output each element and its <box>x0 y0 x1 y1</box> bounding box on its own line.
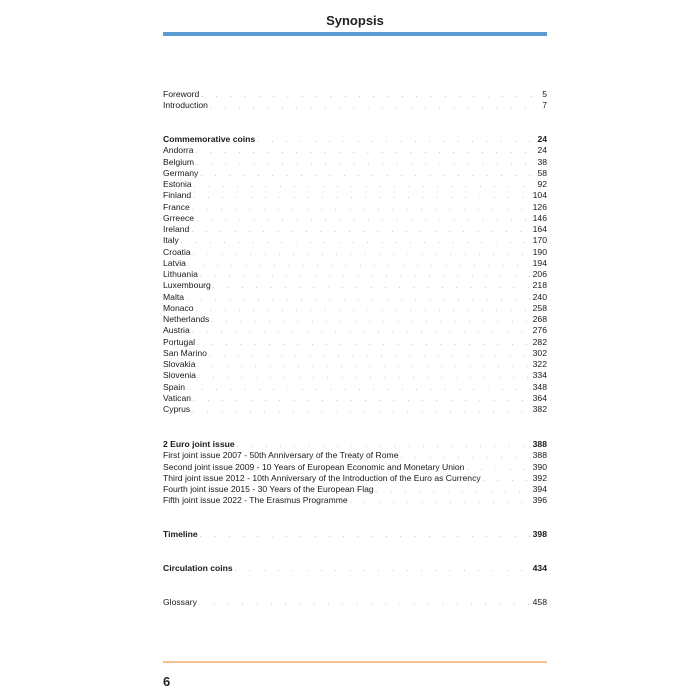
entry-label: Cyprus <box>163 404 191 414</box>
entry-label: Luxembourg <box>163 280 211 291</box>
entry-page: 282 <box>532 336 547 347</box>
entry-page: 382 <box>532 404 547 414</box>
entry-page: 24 <box>537 134 547 144</box>
toc-entry-country[interactable] <box>163 213 547 224</box>
entry-page: 190 <box>532 246 547 257</box>
toc-entry-country[interactable] <box>163 280 547 291</box>
dot-leader <box>198 169 535 180</box>
toc-heading-timeline[interactable] <box>163 529 547 540</box>
toc-entry-country[interactable] <box>163 393 547 404</box>
entry-page: 434 <box>532 563 547 573</box>
entry-label: Croatia <box>163 246 191 257</box>
toc-entry-glossary[interactable] <box>163 597 547 608</box>
joint-issue-section <box>163 439 547 507</box>
toc-entry-country[interactable] <box>163 370 547 381</box>
entry-page: 170 <box>532 235 547 246</box>
dot-leader <box>192 180 535 191</box>
toc-entry-country[interactable] <box>163 258 547 269</box>
dot-leader <box>184 293 531 304</box>
page-title: Synopsis <box>326 13 384 28</box>
toc-entry-country[interactable] <box>163 382 547 393</box>
entry-page: 268 <box>532 314 547 324</box>
entry-label: Slovenia <box>163 370 196 381</box>
dot-leader <box>374 485 531 496</box>
footer-rule <box>163 661 547 663</box>
dot-leader <box>195 338 531 349</box>
entry-page: 194 <box>532 257 547 268</box>
dot-leader <box>199 90 535 101</box>
entry-label: Grreece <box>163 212 195 223</box>
entry-page: 398 <box>532 529 547 539</box>
entry-page: 458 <box>532 597 547 607</box>
header-rule <box>163 32 547 36</box>
entry-label: Slovakia <box>163 359 196 369</box>
entry-label: France <box>163 201 190 212</box>
dot-leader <box>198 270 531 281</box>
entry-label: Finland <box>163 190 192 201</box>
page-number: 6 <box>163 674 171 689</box>
toc-entry-country[interactable] <box>163 224 547 235</box>
toc-heading-circulation-coins[interactable] <box>163 563 547 574</box>
dot-leader <box>191 191 530 202</box>
entry-label: Foreword <box>163 89 200 99</box>
entry-label: Timeline <box>163 529 198 539</box>
entry-label: Austria <box>163 325 190 336</box>
entry-page: 24 <box>537 145 547 156</box>
entry-page: 146 <box>532 212 547 223</box>
dot-leader <box>233 564 531 575</box>
glossary-section <box>163 597 547 608</box>
dot-leader <box>191 248 531 259</box>
dot-leader <box>194 146 535 157</box>
entry-page: 396 <box>532 495 547 506</box>
toc-entry-country[interactable] <box>163 247 547 258</box>
dot-leader <box>190 203 531 214</box>
entry-page: 58 <box>537 167 547 178</box>
toc-entry-joint-issue[interactable] <box>163 450 547 461</box>
dot-leader <box>209 315 530 326</box>
toc-heading-commemorative-coins[interactable] <box>163 134 547 145</box>
entry-page: 364 <box>532 392 547 403</box>
dot-leader <box>186 259 531 270</box>
entry-page: 206 <box>532 269 547 279</box>
entry-page: 392 <box>532 472 547 483</box>
entry-label: Vatican <box>163 392 192 403</box>
toc-entry-country[interactable] <box>163 235 547 246</box>
toc-entry-country[interactable] <box>163 292 547 303</box>
entry-label: Circulation coins <box>163 563 233 573</box>
dot-leader <box>194 214 531 225</box>
entry-page: 5 <box>542 89 547 99</box>
toc-entry-country[interactable] <box>163 404 547 415</box>
toc-entry-joint-issue[interactable] <box>163 484 547 495</box>
entry-label: Fifth joint issue 2022 - The Erasmus Programme <box>163 495 348 506</box>
dot-leader <box>179 236 531 247</box>
toc-entry-introduction[interactable] <box>163 100 547 111</box>
entry-page: 394 <box>532 484 547 494</box>
toc-entry-country[interactable] <box>163 145 547 156</box>
entry-label: Italy <box>163 235 179 246</box>
dot-leader <box>194 304 531 315</box>
toc-entry-country[interactable] <box>163 202 547 213</box>
toc-entry-country[interactable] <box>163 179 547 190</box>
entry-label: Third joint issue 2012 - 10th Anniversary of the Introduction of the Euro as Currency <box>163 472 481 483</box>
entry-page: 388 <box>532 439 547 449</box>
entry-label: Portugal <box>163 336 196 347</box>
entry-label: Malta <box>163 291 185 302</box>
entry-label: First joint issue 2007 - 50th Anniversary of the Treaty of Rome <box>163 450 399 461</box>
entry-label: Belgium <box>163 156 195 167</box>
toc-entry-country[interactable] <box>163 314 547 325</box>
dot-leader <box>189 225 530 236</box>
entry-page: 348 <box>532 381 547 392</box>
entry-label: Lithuania <box>163 269 198 279</box>
entry-label: Commemorative coins <box>163 134 256 144</box>
dot-leader <box>207 349 531 360</box>
dot-leader <box>255 135 535 146</box>
dot-leader <box>198 530 531 541</box>
toc-entry-country[interactable] <box>163 359 547 370</box>
entry-label: Andorra <box>163 145 194 156</box>
entry-label: Monaco <box>163 302 194 313</box>
entry-label: 2 Euro joint issue <box>163 439 235 449</box>
toc-entry-country[interactable] <box>163 168 547 179</box>
toc-entry-country[interactable] <box>163 337 547 348</box>
dot-leader <box>190 326 531 337</box>
dot-leader <box>185 383 531 394</box>
entry-page: 38 <box>537 156 547 167</box>
dot-leader <box>481 474 531 485</box>
dot-leader <box>195 360 530 371</box>
entry-page: 390 <box>532 461 547 472</box>
entry-page: 322 <box>532 359 547 369</box>
entry-page: 240 <box>532 291 547 302</box>
dot-leader <box>190 405 530 416</box>
entry-label: Introduction <box>163 100 208 111</box>
toc-heading-joint-issue[interactable] <box>163 439 547 450</box>
dot-leader <box>197 598 531 609</box>
timeline-section <box>163 529 547 540</box>
entry-page: 92 <box>537 179 547 189</box>
circulation-section <box>163 563 547 574</box>
toc-entry-country[interactable] <box>163 190 547 201</box>
toc-entry-country[interactable] <box>163 269 547 280</box>
entry-label: Germany <box>163 167 199 178</box>
entry-page: 218 <box>532 280 547 291</box>
entry-label: Spain <box>163 381 185 392</box>
toc-entry-joint-issue[interactable] <box>163 462 547 473</box>
entry-label: Ireland <box>163 224 190 234</box>
dot-leader <box>211 281 531 292</box>
entry-label: Estonia <box>163 179 192 189</box>
toc-entry-country[interactable] <box>163 157 547 168</box>
toc-entry-country[interactable] <box>163 303 547 314</box>
intro-section <box>163 89 547 112</box>
entry-page: 388 <box>532 450 547 461</box>
dot-leader <box>191 394 531 405</box>
entry-page: 104 <box>532 190 547 201</box>
entry-page: 334 <box>532 370 547 381</box>
dot-leader <box>194 158 535 169</box>
entry-page: 7 <box>542 100 547 111</box>
toc-entry-joint-issue[interactable] <box>163 495 547 506</box>
entry-page: 302 <box>532 347 547 358</box>
entry-page: 258 <box>532 302 547 313</box>
entry-page: 126 <box>532 201 547 212</box>
dot-leader <box>348 496 531 507</box>
entry-page: 276 <box>532 325 547 336</box>
entry-label: Fourth joint issue 2015 - 30 Years of the European Flag <box>163 484 374 494</box>
toc-entry-country[interactable] <box>163 325 547 336</box>
commemorative-section <box>163 134 547 415</box>
entry-label: Latvia <box>163 257 186 268</box>
toc-entry-joint-issue[interactable] <box>163 473 547 484</box>
toc-entry-country[interactable] <box>163 348 547 359</box>
toc-entry-foreword[interactable] <box>163 89 547 100</box>
dot-leader <box>196 371 531 382</box>
entry-label: Netherlands <box>163 314 210 324</box>
entry-label: San Marino <box>163 347 207 358</box>
entry-label: Glossary <box>163 597 197 607</box>
entry-page: 164 <box>532 224 547 234</box>
dot-leader <box>208 101 535 112</box>
entry-label: Second joint issue 2009 - 10 Years of European Economic and Monetary Union <box>163 461 465 472</box>
